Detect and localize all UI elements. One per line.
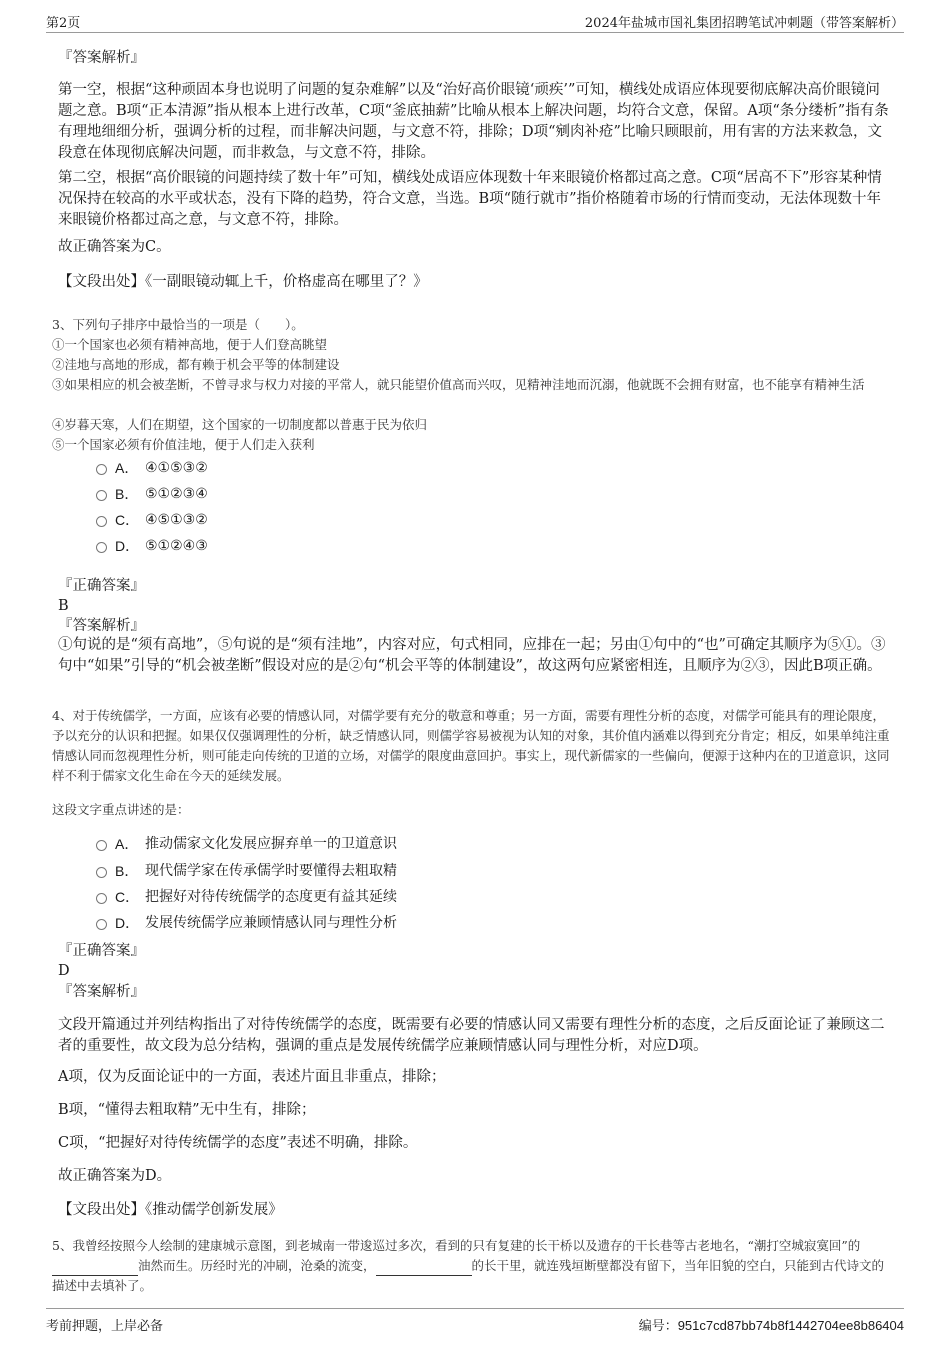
option-letter: A． [115,836,139,852]
q5-stem [52,1236,892,1296]
q3-analysis-label: 『答案解析』 [58,618,145,634]
q3-option-c[interactable] [96,510,208,530]
q4-analysis-label: 『答案解析』 [58,984,145,1000]
radio-icon[interactable] [96,840,107,851]
q2-analysis-para2: 第二空，根据“高价眼镜的问题持续了数十年”可知，横线处成语应体现数十年来眼镜价格都过高之意。C项“居高不下”形容某种情况保持在较高的水平或状态，没有下降的趋势，符合文意，当选。B项“随行就市”指价格随着市场的行情而变动，无法体现数十年来眼镜价格都过高之意，与文意不符，排除。 [58,170,882,228]
radio-icon[interactable] [96,516,107,527]
q4-b-note: B项，“懂得去粗取精”无中生有，排除； [58,1102,316,1118]
q3-answer: B [58,598,69,614]
radio-icon[interactable] [96,542,107,553]
q2-conclusion: 故正确答案为C。 [58,239,171,255]
option-text: 把握好对待传统儒学的态度更有益其延续 [145,889,397,905]
q4-conclusion: 故正确答案为D。 [58,1168,172,1184]
page-footer [46,1308,904,1345]
fill-blank-1[interactable] [52,1261,138,1276]
q4-a-note: A项，仅为反面论证中的一方面，表述片面且非重点，排除； [58,1069,446,1085]
q3-answer-label: 『正确答案』 [58,578,145,594]
q3-analysis: ①句说的是“须有高地”，⑤句说的是“须有洼地”，内容对应，句式相同，应排在一起；另由①句中的“也”可确定其顺序为⑤①。③句中“如果”引导的“机会被垄断”假设对应的是②句“机会平等的体制建设”，故这两句应紧密相连，且顺序为②③，因此B项正确。 [58,637,886,674]
document-id: 编号：951c7cd87bb74b8f1442704ee8b86404 [638,1318,904,1333]
q4-c-note: C项，“把握好对待传统儒学的态度”表述不明确，排除。 [58,1135,418,1151]
q3-sentence-5: ⑤一个国家必须有价值洼地，便于人们走入获利 [52,437,315,452]
option-letter: B． [115,863,139,879]
q4-answer-label: 『正确答案』 [58,943,145,959]
footer-slogan: 考前押题，上岸必备 [46,1319,164,1334]
q4-stem: 4、对于传统儒学，一方面，应该有必要的情感认同，对儒学要有充分的敬意和尊重；另一方面，需要有理性分析的态度，对儒学可能具有的理论限度，予以充分的认识和把握。如果仅仅强调理性的分析，缺乏情感认同，则儒学容易被视为认知的对象，其价值内涵难以得到充分肯定；相反，如果单纯注重情感认同而忽视理性分析，则可能走向传统的卫道的立场，对儒学的限度曲意回护。事实上，现代新儒家的一些偏向，便源于这种内在的卫道意识，这同样不利于儒家文化生命在今天的延续发展。 [52,708,890,783]
q4-option-c[interactable] [96,887,397,907]
radio-icon[interactable] [96,893,107,904]
q3-sentence-1: ①一个国家也必须有精神高地，便于人们登高眺望 [52,337,328,352]
option-text: ⑤①②④③ [145,538,208,554]
q4-source: 【文段出处】《推动儒学创新发展》 [58,1202,283,1218]
option-letter: D． [115,538,140,554]
option-text: 发展传统儒学应兼顾情感认同与理性分析 [145,915,397,931]
q4-option-a[interactable] [96,834,397,854]
radio-icon[interactable] [96,867,107,878]
q4-option-b[interactable] [96,861,397,881]
q2-source: 【文段出处】《一副眼镜动辄上千，价格虚高在哪里了？》 [58,274,428,290]
q4-question: 这段文字重点讲述的是： [52,802,190,817]
q3-sentence-2: ②洼地与高地的形成，都有赖于机会平等的体制建设 [52,357,340,372]
option-letter: C． [115,512,140,528]
option-letter: A． [115,460,139,476]
q5-stem-part2: 油然而生。历经时光的冲刷，沧桑的流变， [138,1258,376,1273]
q5-stem-part3: 的长干里，就连残垣断壁都没有留下，当年旧貌的空白，只能到古代诗文的描述中去填补了。 [52,1258,885,1293]
option-text: 现代儒学家在传承儒学时要懂得去粗取精 [145,863,397,879]
q5-stem-part1: 5、我曾经按照今人绘制的建康城示意图，到老城南一带逡巡过多次，看到的只有复建的长干桥以及遗存的干长巷等古老地名，“潮打空城寂寞回”的 [52,1238,861,1253]
q3-sentence-4: ④岁暮天寒，人们在期望，这个国家的一切制度都以普惠于民为依归 [52,417,428,432]
page-header [46,12,904,33]
q3-sentence-3: ③如果相应的机会被垄断，不曾寻求与权力对接的平常人，就只能望价值高而兴叹，见精神洼地而沉溺，他就既不会拥有财富，也不能享有精神生活 [52,377,865,392]
radio-icon[interactable] [96,919,107,930]
q2-analysis-label: 『答案解析』 [58,50,145,66]
option-text: ④①⑤③② [145,460,208,476]
q3-stem: 3、下列句子排序中最恰当的一项是（ ）。 [52,317,304,332]
option-text: ④⑤①③② [145,512,208,528]
option-text: 推动儒家文化发展应摒弃单一的卫道意识 [145,836,397,852]
option-letter: B． [115,486,139,502]
q3-option-d[interactable] [96,536,208,556]
q3-option-a[interactable] [96,458,208,478]
page-number: 第2页 [46,16,81,31]
radio-icon[interactable] [96,490,107,501]
option-letter: D． [115,915,140,931]
q4-option-d[interactable] [96,913,397,933]
option-letter: C． [115,889,140,905]
q3-option-b[interactable] [96,484,208,504]
document-title: 2024年盐城市国礼集团招聘笔试冲刺题（带答案解析） [584,16,904,31]
radio-icon[interactable] [96,464,107,475]
q4-analysis: 文段开篇通过并列结构指出了对待传统儒学的态度，既需要有必要的情感认同又需要有理性分析的态度，之后反面论证了兼顾这二者的重要性，故文段为总分结构，强调的重点是发展传统儒学应兼顾情感认同与理性分析，对应D项。 [58,1017,885,1054]
q4-answer: D [58,963,70,979]
fill-blank-2[interactable] [376,1261,472,1276]
q2-analysis-para1: 第一空，根据“这种顽固本身也说明了问题的复杂难解”以及“治好高价眼镜‘顽疾’”可知，横线处成语应体现要彻底解决高价眼镜问题之意。B项“正本清源”指从根本上进行改革，C项“釜底抽薪”比喻从根本上解决问题，均符合文意，保留。A项“条分缕析”指有条有理地细细分析，强调分析的过程，而非解决问题，与文意不符，排除；D项“剜肉补疮”比喻只顾眼前，用有害的方法来救急，文段意在体现彻底解决问题，而非救急，与文意不符，排除。 [58,82,889,161]
option-text: ⑤①②③④ [145,486,208,502]
